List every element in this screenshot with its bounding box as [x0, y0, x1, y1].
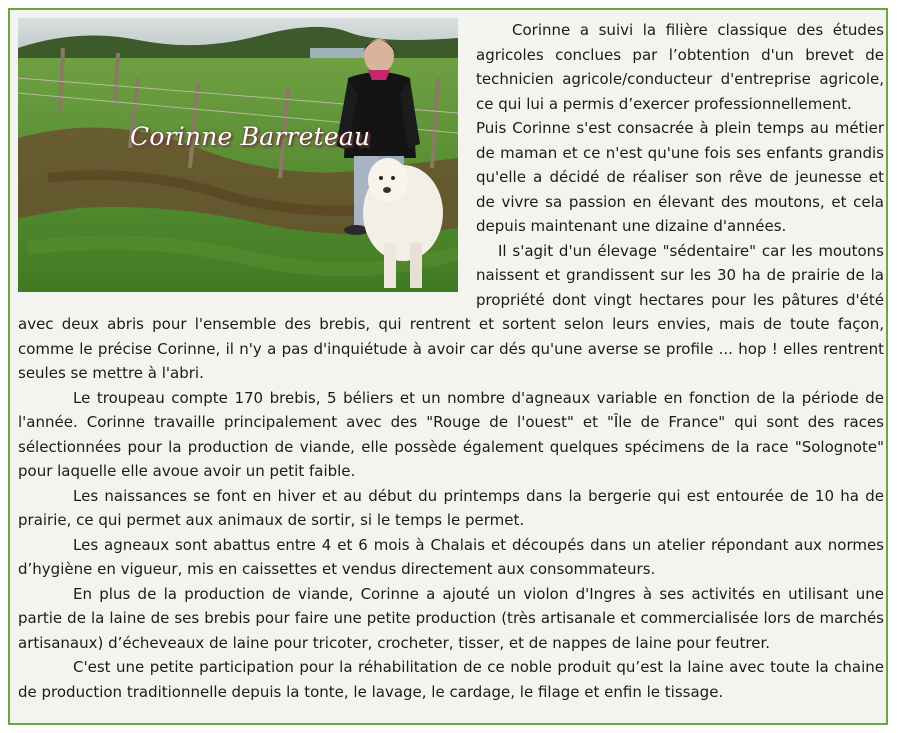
paragraph-1: Corinne a suivi la filière classique des études agricoles conclues par l’obtention d'un brevet de technicien agricole/conducteur d'entreprise agricole, ce qui lui a permis d’exercer professionnellement.	[476, 21, 884, 113]
photo-caption: Corinne Barreteau	[130, 122, 371, 151]
paragraph-2: Puis Corinne s'est consacrée à plein temps au métier de maman et ce n'est qu'une fois ses enfants grandis qu'elle a décidé de réaliser son rêve de jeunesse et de vivre sa passion en élevant des moutons, et cela depuis maintenant une dizaine d'années.	[476, 119, 884, 235]
portrait-photo	[18, 18, 458, 292]
paragraph-8: C'est une petite participation pour la réhabilitation de ce noble produit qu’est la laine avec toute la chaine de production traditionnelle depuis la tonte, le lavage, le cardage, le filage et enfin le tissage.	[18, 658, 884, 701]
paragraph-7: En plus de la production de viande, Corinne a ajouté un violon d'Ingres à ses activités en utilisant une partie de la laine de ses brebis pour faire une petite production (très artisanale et commercialisée lors de marchés artisanaux) d’écheveaux de laine pour tricoter, crocheter, tisser, et de nappes de laine pour feutrer.	[18, 584, 884, 652]
paragraph-4: Le troupeau compte 170 brebis, 5 béliers et un nombre d'agneaux variable en fonction de la période de l'année. Corinne travaille principalement avec des "Rouge de l'ouest" et "Île de France" qui sont des races sélectionnées pour la production de viande, elle possède également quelques spécimens de la race "Solognote" pour laquelle elle avoue avoir un petit faible.	[18, 388, 884, 480]
paragraph-6: Les agneaux sont abattus entre 4 et 6 mois à Chalais et découpés dans un atelier répondant aux normes d’hygiène en vigueur, mis en caissettes et vendus directement aux consommateurs.	[18, 535, 884, 578]
paragraph-5: Les naissances se font en hiver et au début du printemps dans la bergerie qui est entourée de 10 ha de prairie, ce qui permet aux animaux de sortir, si le temps le permet.	[18, 486, 884, 529]
paragraph-3: Il s'agit d'un élevage "sédentaire" car les moutons naissent et grandissent sur les 30 ha de prairie de la propriété dont vingt hectares pour les pâtures d'été avec deux abris pour l'ensemble des brebis, qui rentrent et sortent selon leurs envies, mais de toute façon, comme le précise Corinne, il n'y a pas d'inquiétude à avoir car dés qu'une averse se profile ... hop ! elles rentrent seules se mettre à l'abri.	[18, 241, 884, 382]
photo-illustration	[18, 18, 458, 292]
